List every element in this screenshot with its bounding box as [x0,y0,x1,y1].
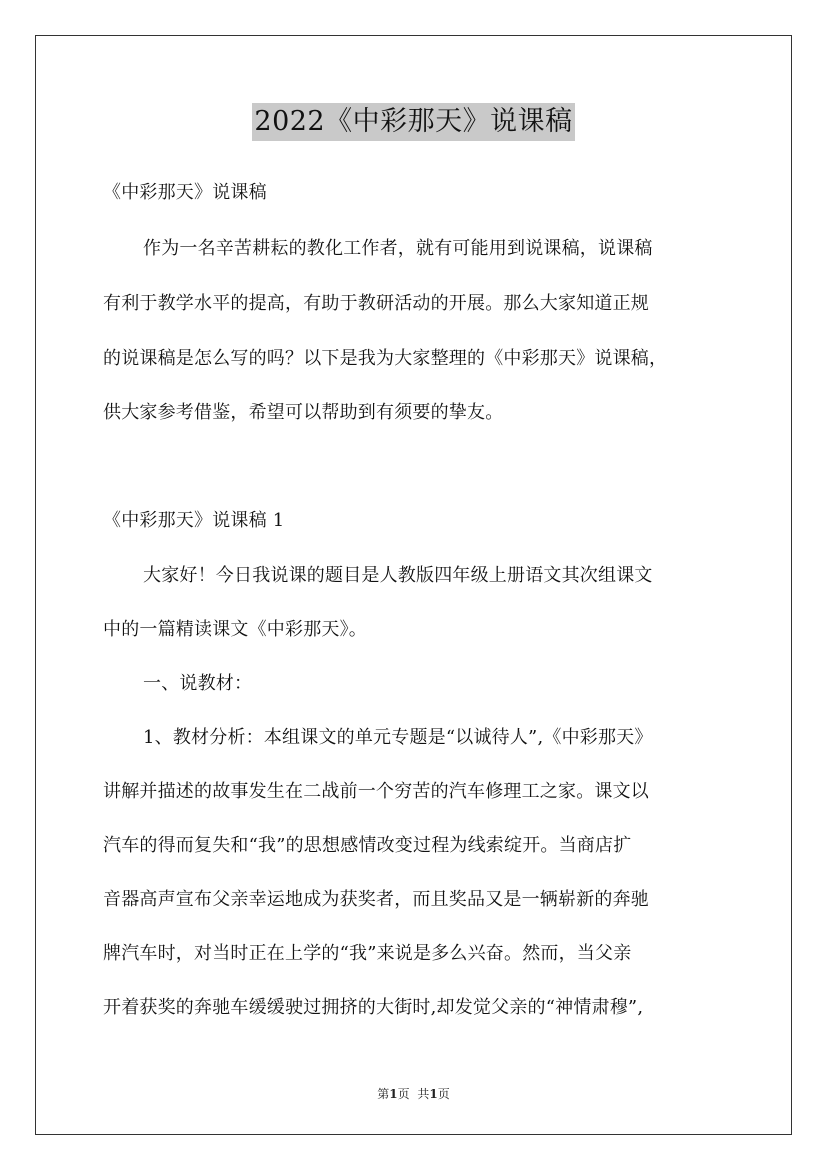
body-line: 音器高声宣布父亲幸运地成为获奖者，而且奖品又是一辆崭新的奔驰 [103,889,649,910]
body-line: 汽车的得而复失和“我”的思想感情改变过程为线索绽开。当商店扩 [103,835,632,856]
intro-line: 有利于教学水平的提高，有助于教研活动的开展。那么大家知道正规 [103,293,649,314]
body-line: 中的一篇精读课文《中彩那天》。 [103,619,367,640]
intro-line: 的说课稿是怎么写的吗？以下是我为大家整理的《中彩那天》说课稿， [103,348,668,369]
footer-page-prefix: 第 [377,1087,390,1101]
body-line: 开着获奖的奔驰车缓缓驶过拥挤的大街时,却发觉父亲的“神情肃穆”, [103,997,644,1018]
footer-total-prefix: 共 [417,1087,430,1101]
footer-page-current: 1 [389,1087,398,1101]
body-line: 大家好！今日我说课的题目是人教版四年级上册语文其次组课文 [143,565,653,586]
intro-line: 作为一名辛苦耕耘的教化工作者，就有可能用到说课稿，说课稿 [143,238,653,259]
body-line: 一、说教材： [143,673,253,694]
body-line: 1、教材分析：本组课文的单元专题是“以诚待人”,《中彩那天》 [143,727,653,748]
footer-total-unit: 页 [437,1087,450,1101]
document-title: 2022《中彩那天》说课稿 [252,103,574,141]
title-wrap [0,103,827,141]
footer-page-total: 1 [429,1087,438,1101]
section-heading: 《中彩那天》说课稿 1 [103,510,285,531]
body-line: 牌汽车时，对当时正在上学的“我”来说是多么兴奋。然而，当父亲 [103,943,632,964]
page-footer [0,1086,827,1102]
body-line: 讲解并描述的故事发生在二战前一个穷苦的汽车修理工之家。课文以 [103,781,649,802]
intro-line: 供大家参考借鉴，希望可以帮助到有须要的挚友。 [103,402,504,423]
document-subtitle: 《中彩那天》说课稿 [103,182,267,203]
footer-page-unit: 页 [397,1087,410,1101]
